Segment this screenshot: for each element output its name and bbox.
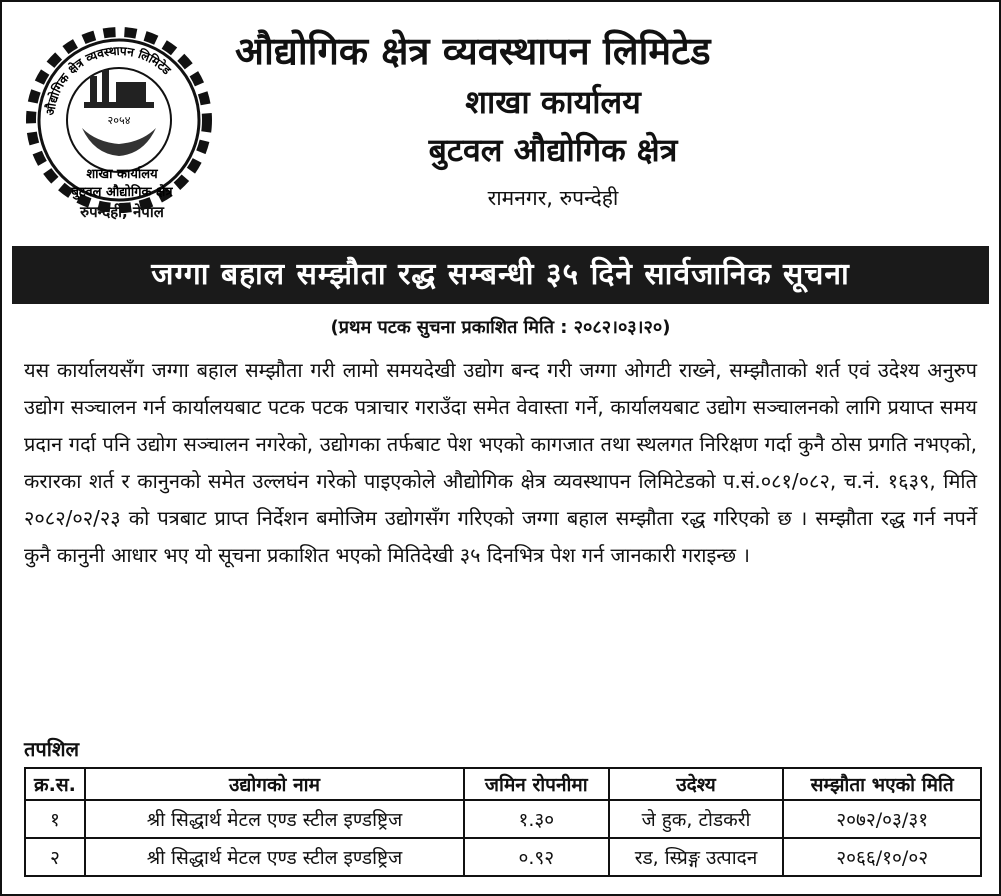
logo-estate: बुटवल औद्योगिक क्षेत्र bbox=[71, 185, 173, 200]
logo-office: शाखा कार्यालय bbox=[86, 167, 158, 182]
notice-body: यस कार्यालयसँग जग्गा बहाल सम्झौता गरी लामो समयदेखी उद्योग बन्द गरी जग्गा ओगटी राख्ने, सम्झौताको शर्त एवं उदेश्य अनुरुप उद्योग सञ्चालन गर्न कार्यालयबाट पटक पटक पत्राचार गराउँदा समेत वेवास्ता गर्ने, कार्यालयबाट उद्योग सञ्चालनको लागि प्रयाप्त समय प्रदान गर्दा पनि उद्योग सञ्चालन नगरेको, उद्योगका तर्फबाट पेश भएको कागजात तथा स्थलगत निरिक्षण गर्दा कुनै ठोस प्रगति नभएको, करारका शर्त र कानुनको समेत उल्लघंन गरेको पाइएकोले औद्योगिक क्षेत्र व्यवस्थापन लिमिटेडको प.सं.०८१/०८२, च.नं. १६३९, मिति २०८२/०२/२३ को पत्रबाट प्राप्त निर्देशन बमोजिम उद्योगसँग गरिएको जग्गा बहाल सम्झौता रद्ध गरिएको छ । सम्झौता रद्ध गर्न नपर्ने कुनै कानुनी आधार भए यो सूचना प्रकाशित भएको मितिदेखी ३५ दिनभित्र पेश गर्न जानकारी गराइन्छ । bbox=[24, 358, 977, 567]
branch-office: शाखा कार्यालय bbox=[465, 83, 641, 121]
cell-serial: २ bbox=[25, 838, 85, 876]
col-serial: क्र.स. bbox=[25, 768, 85, 800]
logo-ring-text: औद्योगिक क्षेत्र व्यवस्थापन लिमिटेड bbox=[42, 43, 174, 117]
logo-location: रुपन्देही, नेपाल bbox=[80, 203, 164, 221]
col-land-area: जमिन रोपनीमा bbox=[464, 768, 609, 800]
cell-industry-name: श्री सिद्धार्थ मेटल एण्ड स्टील इण्डष्ट्रिज bbox=[85, 800, 464, 838]
address: रामनगर, रुपन्देही bbox=[487, 186, 619, 210]
notice-title: जग्गा बहाल सम्झौता रद्ध सम्बन्धी ३५ दिने सार्वजानिक सूचना bbox=[12, 246, 989, 304]
publication-date: (प्रथम पटक सुचना प्रकाशित मिति : २०८२।०३।२०) bbox=[330, 317, 671, 338]
details-label: तपशिल bbox=[24, 737, 80, 761]
logo-year: २०५४ bbox=[107, 114, 131, 127]
col-industry-name: उद्योगको नाम bbox=[85, 768, 464, 800]
cell-agreement-date: २०७२/०३/३१ bbox=[783, 800, 981, 838]
col-agreement-date: सम्झौता भएको मिति bbox=[783, 768, 981, 800]
table-row bbox=[25, 800, 981, 838]
table-row bbox=[25, 838, 981, 876]
org-name: औद्योगिक क्षेत्र व्यवस्थापन लिमिटेड bbox=[235, 29, 711, 73]
cell-industry-name: श्री सिद्धार्थ मेटल एण्ड स्टील इण्डष्ट्रिज bbox=[85, 838, 464, 876]
cell-serial: १ bbox=[25, 800, 85, 838]
cell-purpose: जे हुक, टोडकरी bbox=[609, 800, 784, 838]
cell-land-area: ०.९२ bbox=[464, 838, 609, 876]
col-purpose: उदेश्य bbox=[609, 768, 784, 800]
header bbox=[2, 2, 999, 242]
cell-agreement-date: २०६६/१०/०२ bbox=[783, 838, 981, 876]
table-header-row bbox=[25, 768, 981, 800]
header-text bbox=[227, 24, 989, 216]
cell-land-area: १.३० bbox=[464, 800, 609, 838]
estate-name: बुटवल औद्योगिक क्षेत्र bbox=[428, 131, 678, 169]
details-table bbox=[24, 767, 982, 877]
cell-purpose: रड, स्प्रिङ्ग उत्पादन bbox=[609, 838, 784, 876]
